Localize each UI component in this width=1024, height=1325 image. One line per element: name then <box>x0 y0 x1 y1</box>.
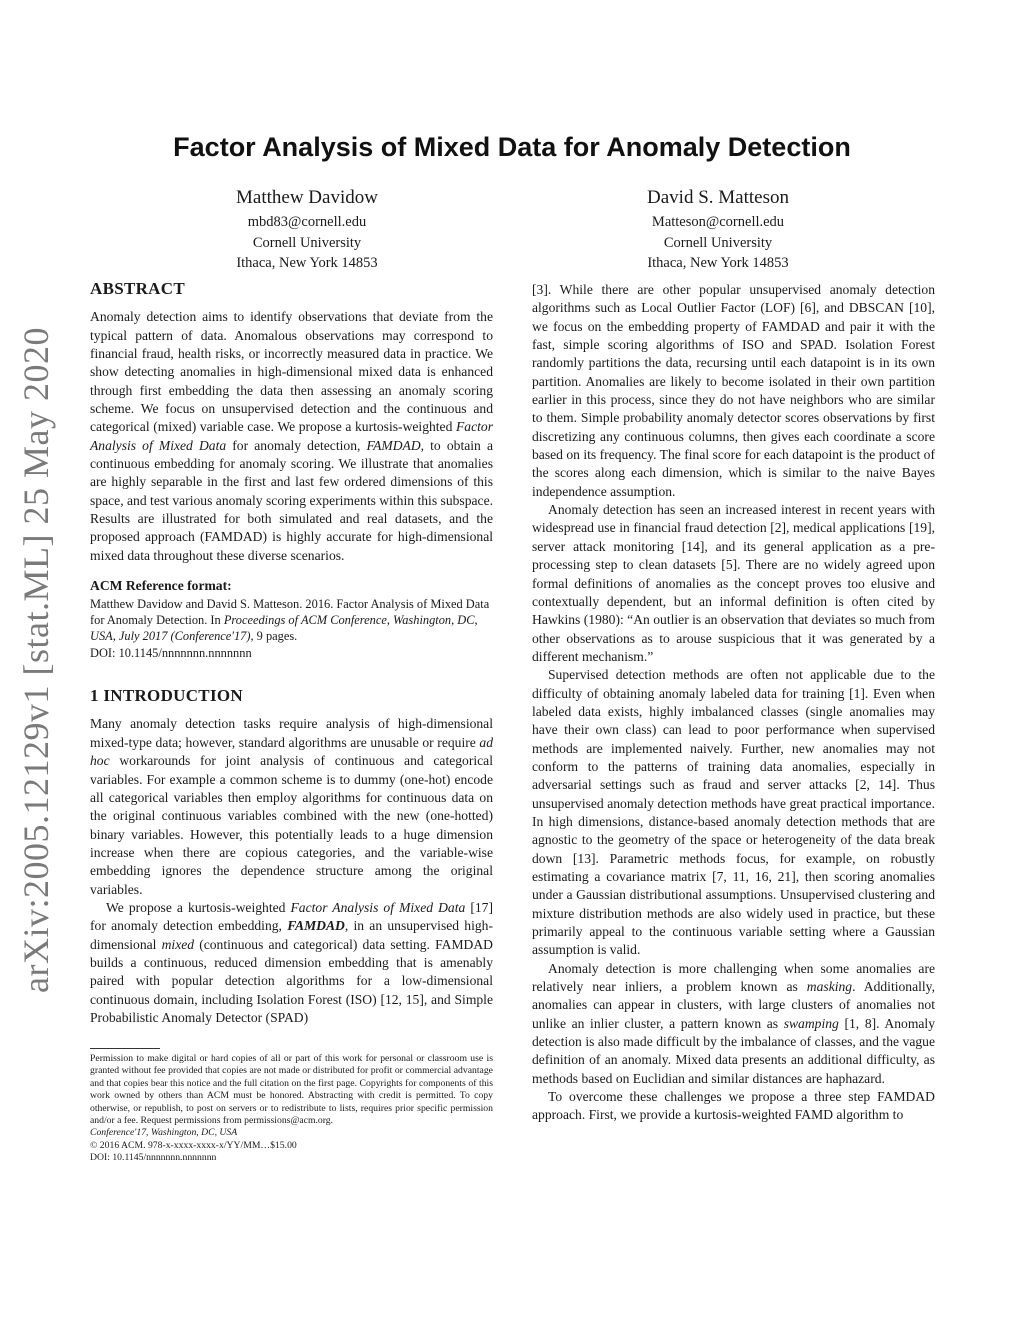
intro-paragraph-2: We propose a kurtosis-weighted Factor Analysis of Mixed Data [17] for anomaly detection embedding, FAMDAD, in an unsupervised high-dimensional mixed (continuous and categorical) data setting. FAMDAD builds a continuous, reduced dimension embedding that is amenably paired with popular detection algorithms for a low-dimensional continuous domain, including Isolation Forest (ISO) [12, 15], and Simple Probabilistic Anomaly Detector (SPAD) <box>90 899 494 1025</box>
abstract-text: Anomaly detection aims to identify observations that deviate from the typical pattern of data. Anomalous observations may correspond to financial fraud, health risks, or incorrectly measured data in practice. We show detecting anomalies in high-dimensional mixed data is enhanced through first embedding the data then assessing an anomaly scoring scheme. We focus on unsupervised detection and the continuous and categorical (mixed) variable case. We propose a kurtosis-weighted Factor Analysis of Mixed Data for anomaly detection, FAMDAD, to obtain a continuous embedding for anomaly scoring. We illustrate that anomalies are highly separable in the first and last few ordered dimensions of this space, and test various anomaly scoring experiments within this subspace. Results are illustrated for both simulated and real datasets, and the proposed approach (FAMDAD) is highly accurate for high-dimensional mixed data throughout these diverse scenarios. <box>90 309 493 563</box>
permission-text: Permission to make digital or hard copies of all or part of this work for personal or classroom use is granted without fee provided that copies are not made or distributed for profit or commercial advantage and that copies bear this notice and the full citation on the first page. Copyrights for components of this work owned by others than ACM must be honored. Abstracting with credit is permitted. To copy otherwise, or republish, to post on servers or to redistribute to lists, requires prior specific permission and/or a fee. Request permissions from permissions@acm.org. <box>90 1053 493 1127</box>
introduction-heading: 1 INTRODUCTION <box>90 686 243 706</box>
author-name: Matthew Davidow <box>236 187 378 208</box>
author-block-2 <box>568 186 868 274</box>
acm-reference <box>90 577 493 661</box>
acm-reference-heading: ACM Reference format: <box>90 578 232 594</box>
intro-paragraph-1: Many anomaly detection tasks require analysis of high-dimensional mixed-type data; however, standard algorithms are unusable or require ad hoc workarounds for joint analysis of continuous and categorical variables. For example a common scheme is to dummy (one-hot) encode all categorical variables then employ algorithms for continuous data on the original continuous variables combined with the new (one-hotted) binary variables. However, this potentially leads to a huge dimension increase when there are copious categories, and the variable-wise embedding ignores the dependence structure among the original variables. <box>90 716 493 897</box>
left-column <box>90 280 493 1027</box>
right-paragraph-4: Anomaly detection is more challenging when some anomalies are relatively near inliers, a problem known as masking. Additionally, anomalies can appear in clusters, with large clusters of anomalies not unlike an inlier cluster, a pattern known as swamping [1, 8]. Anomaly detection is also made difficult by the imbalance of classes, and the vague definition of an anomaly. Mixed data presents an additional difficulty, as methods based on Euclidian and similar distances are haphazard. <box>532 960 936 1086</box>
right-column <box>532 281 935 1125</box>
author-location: Ithaca, New York 14853 <box>647 255 789 271</box>
abstract-heading: ABSTRACT <box>90 279 185 298</box>
permission-footnote <box>90 1053 493 1165</box>
author-affiliation: Cornell University <box>252 234 362 251</box>
right-paragraph-5: To overcome these challenges we propose a three step FAMDAD approach. First, we provide a kurtosis-weighted FAMD algorithm to <box>532 1089 935 1123</box>
author-block-1 <box>157 186 457 274</box>
author-name: David S. Matteson <box>647 187 789 208</box>
right-paragraph-3: Supervised detection methods are often not applicable due to the difficulty of obtaining anomaly labeled data for training [1]. Even when labeled data exists, highly imbalanced classes (single anomalies may have their own class) can lead to poor performance when supervised methods are implemented naively. Further, new anomalies may not conform to the patterns of training data anomalies, especially in adversarial settings such as fraud and server attacks [2, 14]. Thus unsupervised anomaly detection methods have great practical importance. In high dimensions, distance-based anomaly detection methods that are agnostic to the geometry of the space or heterogeneity of the data break down [13]. Parametric methods focus, for example, on robustly estimating a covariance matrix [7, 11, 16, 21], then scoring anomalies under a Gaussian distributional assumptions. Unsupervised clustering and mixture distribution methods are also widely used in practice, but these primarily appeal to the continuous variable setting where a Gaussian assumption is valid. <box>532 667 935 958</box>
author-affiliation: Cornell University <box>663 234 773 251</box>
footnote-rule <box>90 1048 160 1049</box>
author-location: Ithaca, New York 14853 <box>236 255 378 271</box>
acm-reference-doi: DOI: 10.1145/nnnnnnn.nnnnnnn <box>90 645 252 660</box>
copyright-line: © 2016 ACM. 978-x-xxxx-xxxx-x/YY/MM…$15.00 <box>90 1139 297 1151</box>
arxiv-identifier: arXiv:2005.12129v1 [stat.ML] 25 May 2020 <box>16 327 56 993</box>
acm-reference-text: Matthew Davidow and David S. Matteson. 2016. Factor Analysis of Mixed Data for Anomaly Detection. In Proceedings of ACM Conference, Washington, DC, USA, July 2017 (Conference'17), 9 pages. <box>90 596 490 644</box>
right-paragraph-1: [3]. While there are other popular unsupervised anomaly detection algorithms such as Local Outlier Factor (LOF) [6], and DBSCAN [10], we focus on the embedding property of FAMDAD and pair it with the fast, simple scoring algorithms of ISO and SPAD. Isolation Forest randomly partitions the data, recursing until each datapoint is in its own partition. Anomalies are likely to become isolated in their own partition earlier in this process, since they do not have neighbors who are similar to them. Simple probability anomaly detector scores observations by first discretizing any continuous columns, then gives each coordinate a score based on its frequency. The final score for each datapoint is the product of the scores along each dimension, which is similar to the naive Bayes independence assumption. <box>532 282 935 499</box>
paper-title: Factor Analysis of Mixed Data for Anomaly Detection <box>173 132 851 162</box>
conference-line: Conference'17, Washington, DC, USA <box>90 1127 238 1139</box>
footnote-doi: DOI: 10.1145/nnnnnnn.nnnnnnn <box>90 1152 217 1164</box>
right-paragraph-2: Anomaly detection has seen an increased interest in recent years with widespread use in financial fraud detection [2], medical applications [19], server attack monitoring [14], and its general application as a pre-processing step to clean datasets [5]. There are no widely agreed upon formal definitions of anomalies as the concept proves too elusive and contextually dependent, but an informal definition is often cited by Hawkins (1980): “An outlier is an observation that deviates so much from other observations as to arouse suspicious that it was generated by a different mechanism.” <box>532 502 935 664</box>
author-email: mbd83@cornell.edu <box>247 214 367 230</box>
author-email: Matteson@cornell.edu <box>651 214 785 230</box>
